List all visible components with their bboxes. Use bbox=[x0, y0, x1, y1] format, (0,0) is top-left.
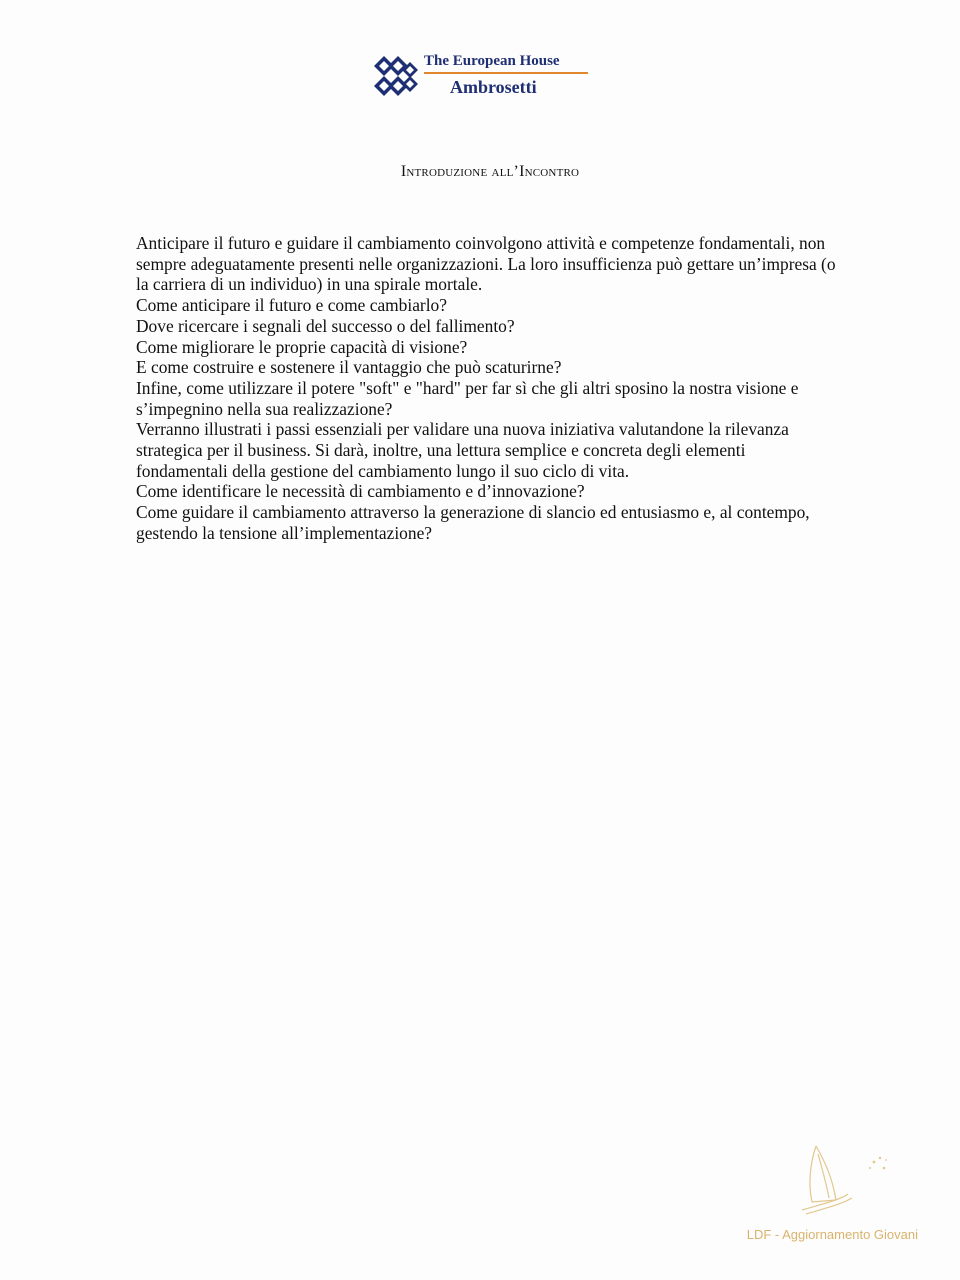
logo-line-1: The European House bbox=[424, 53, 560, 69]
logo-divider bbox=[424, 72, 588, 74]
paragraph: E come costruire e sostenere il vantaggio che può scaturirne? bbox=[136, 357, 562, 378]
paragraph: Come migliorare le proprie capacità di visione? bbox=[136, 336, 468, 357]
footer-label: LDF - Aggiornamento Giovani bbox=[746, 1227, 918, 1242]
company-logo bbox=[372, 52, 592, 102]
logo-wordmark bbox=[424, 52, 592, 97]
logo-line-2: Ambrosetti bbox=[450, 77, 537, 97]
paragraph: Come identificare le necessità di cambiamento e d’innovazione? bbox=[136, 481, 585, 502]
body-text bbox=[136, 233, 836, 544]
paragraph: Dove ricercare i segnali del successo o del fallimento? bbox=[136, 315, 515, 336]
sailboat-icon bbox=[796, 1140, 896, 1220]
section-title: Introduzione all’Incontro bbox=[400, 163, 580, 180]
paragraph: Come anticipare il futuro e come cambiarlo? bbox=[136, 295, 447, 316]
paragraph: Infine, come utilizzare il potere "soft" e "hard" per far sì che gli altri sposino la nostra visione e s’impegnino nella sua realizzazione? bbox=[136, 377, 799, 419]
paragraph: Verranno illustrati i passi essenziali per validare una nuova iniziativa valutandone la rilevanza strategica per il business. Si darà, inoltre, una lettura semplice e concreta degli elementi fondamentali della gestione del cambiamento lungo il suo ciclo di vita. bbox=[136, 419, 789, 481]
ambrosetti-logo-icon bbox=[372, 54, 420, 98]
paragraph: Come guidare il cambiamento attraverso la generazione di slancio ed entusiasmo e, al contempo, gestendo la tensione all’implementazione? bbox=[136, 502, 810, 543]
paragraph: Anticipare il futuro e guidare il cambiamento coinvolgono attività e competenze fondamentali, non sempre adeguatamente presenti nelle organizzazioni. La loro insufficienza può gettare un’impresa (o la carriera di un individuo) in una spirale mortale. bbox=[136, 233, 836, 295]
